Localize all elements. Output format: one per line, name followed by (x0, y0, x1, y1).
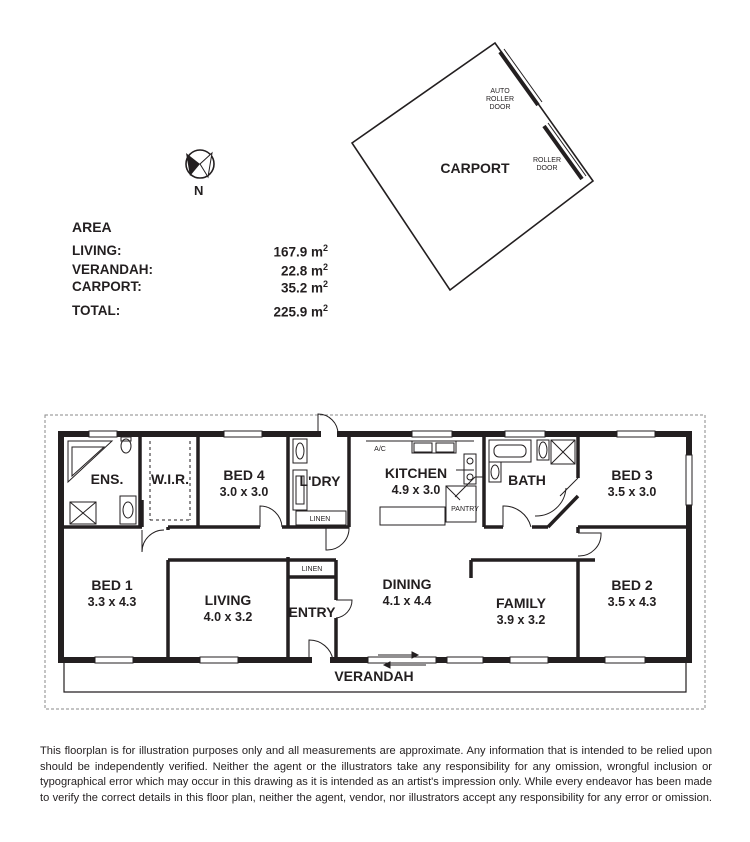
room-dim-living: 4.0 x 3.2 (203, 610, 253, 624)
room-label-dining: DINING (382, 576, 432, 592)
roller-door-label-1: ROLLER (532, 157, 562, 164)
compass-label: N (194, 183, 204, 198)
room-label-family: FAMILY (495, 595, 547, 611)
room-label-ens: ENS. (90, 471, 124, 487)
room-dim-dining: 4.1 x 4.4 (382, 594, 432, 608)
area-value: 35.2 $m^2$ (280, 279, 328, 296)
room-label-living: LIVING (204, 592, 252, 608)
room-label-kitchen: KITCHEN (384, 465, 448, 481)
linen-label-top: LINEN (309, 516, 331, 523)
area-value: 22.8 $m^2$ (280, 262, 328, 279)
disclaimer-text: This floorplan is for illustration purposes only and all measurements are approximate. Any information that is intended to be relied upon should be independently verified. Neither the agent or the illustrators take any responsibility for any omission, wrongful inclusion or typographical error which may occur in this drawing as it is intended as an artist's impression only. While every endeavor has been made to verify the correct details in this floor plan, neither the agent, vendor, nor illustrators accept any responsibility for any error or omission. (40, 745, 712, 804)
room-dim-bed4: 3.0 x 3.0 (219, 485, 269, 499)
room-label-ldry: L'DRY (299, 473, 341, 489)
auto-roller-door-label-2: ROLLER (485, 96, 515, 103)
area-label: LIVING: (72, 243, 122, 258)
ac-label: A/C (374, 446, 386, 453)
room-label-entry: ENTRY (288, 604, 336, 620)
room-label-bed4: BED 4 (223, 467, 265, 483)
area-value: 225.9 $m^2$ (273, 303, 328, 320)
area-label: VERANDAH: (72, 262, 153, 277)
area-label: TOTAL: (72, 303, 121, 318)
room-label-bed1: BED 1 (91, 577, 133, 593)
room-label-bath: BATH (508, 472, 546, 488)
room-label-bed3: BED 3 (611, 467, 653, 483)
linen-label-bottom: LINEN (301, 566, 323, 573)
room-dim-bed2: 3.5 x 4.3 (607, 595, 657, 609)
roller-door-label-2: DOOR (536, 165, 558, 172)
room-label-bed2: BED 2 (611, 577, 653, 593)
room-dim-bed1: 3.3 x 4.3 (87, 595, 137, 609)
carport-label: CARPORT (440, 160, 510, 176)
room-label-verandah: VERANDAH (334, 668, 414, 684)
auto-roller-door-label-3: DOOR (489, 104, 511, 111)
room-dim-kitchen: 4.9 x 3.0 (391, 483, 441, 497)
room-dim-family: 3.9 x 3.2 (496, 613, 546, 627)
area-value: 167.9 $m^2$ (273, 243, 328, 260)
auto-roller-door-label-1: AUTO (490, 88, 510, 95)
verandah-boundary (45, 415, 705, 709)
room-label-wir: W.I.R. (150, 471, 190, 487)
area-title: AREA (72, 219, 112, 235)
pantry-label: PANTRY (451, 506, 479, 513)
area-label: CARPORT: (72, 279, 142, 294)
room-dim-bed3: 3.5 x 3.0 (607, 485, 657, 499)
